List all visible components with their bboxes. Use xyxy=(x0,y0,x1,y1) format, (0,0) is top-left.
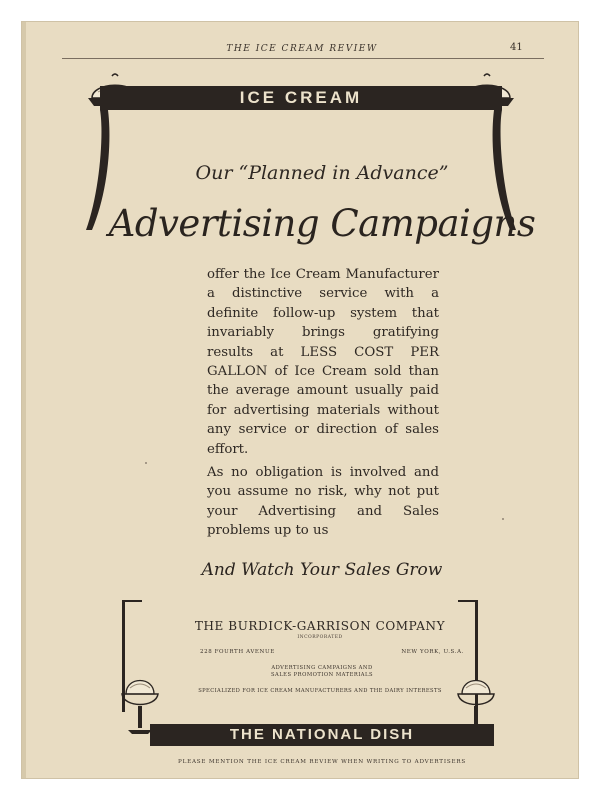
magazine-page xyxy=(22,22,578,778)
company-incorporated: INCORPORATED xyxy=(297,635,343,640)
services-line-2: SALES PROMOTION MATERIALS xyxy=(270,672,374,678)
body-paragraph-1: offer the Ice Cream Manufacturer a distinctive service with a definite follow-up system that invariably brings gratifying results at LESS COST PER GALLON of Ice Cream sold than the average amount usually paid for advertising materials without any service or direction of sales effort. xyxy=(207,267,439,457)
ad-subtitle: Our “Planned in Advance” xyxy=(195,162,449,184)
page-number: 41 xyxy=(510,42,523,53)
running-head xyxy=(22,44,578,58)
bottom-banner-label: THE NATIONAL DISH xyxy=(229,726,415,743)
paper-speck xyxy=(502,518,504,520)
frame-rule-top-right xyxy=(458,600,478,602)
company-services xyxy=(252,665,392,679)
bottom-banner xyxy=(150,724,494,746)
footer-note: PLEASE MENTION THE ICE CREAM REVIEW WHEN WRITING TO ADVERTISERS xyxy=(178,759,466,765)
running-title: THE ICE CREAM REVIEW xyxy=(226,44,378,54)
scan-edge xyxy=(22,22,26,778)
company-city: NEW YORK, U.S.A. xyxy=(401,649,464,655)
top-banner xyxy=(100,86,502,110)
ad-headline: Advertising Campaigns xyxy=(108,202,536,245)
header-rule xyxy=(62,58,544,59)
company-specialization: SPECIALIZED FOR ICE CREAM MANUFACTURERS AND THE DAIRY INTERESTS xyxy=(198,688,442,694)
paper-speck xyxy=(145,462,147,464)
company-name: THE BURDICK-GARRISON COMPANY xyxy=(194,619,446,633)
frame-rule-top-left xyxy=(122,600,142,602)
body-paragraph-2: As no obligation is involved and you assume no risk, why not put your Advertising and Sales problems up to us xyxy=(207,465,439,539)
company-street-address: 228 FOURTH AVENUE xyxy=(200,649,275,655)
ad-tagline: And Watch Your Sales Grow xyxy=(201,560,443,580)
services-line-1: ADVERTISING CAMPAIGNS AND xyxy=(271,665,373,671)
banner-label: ICE CREAM xyxy=(239,88,363,107)
